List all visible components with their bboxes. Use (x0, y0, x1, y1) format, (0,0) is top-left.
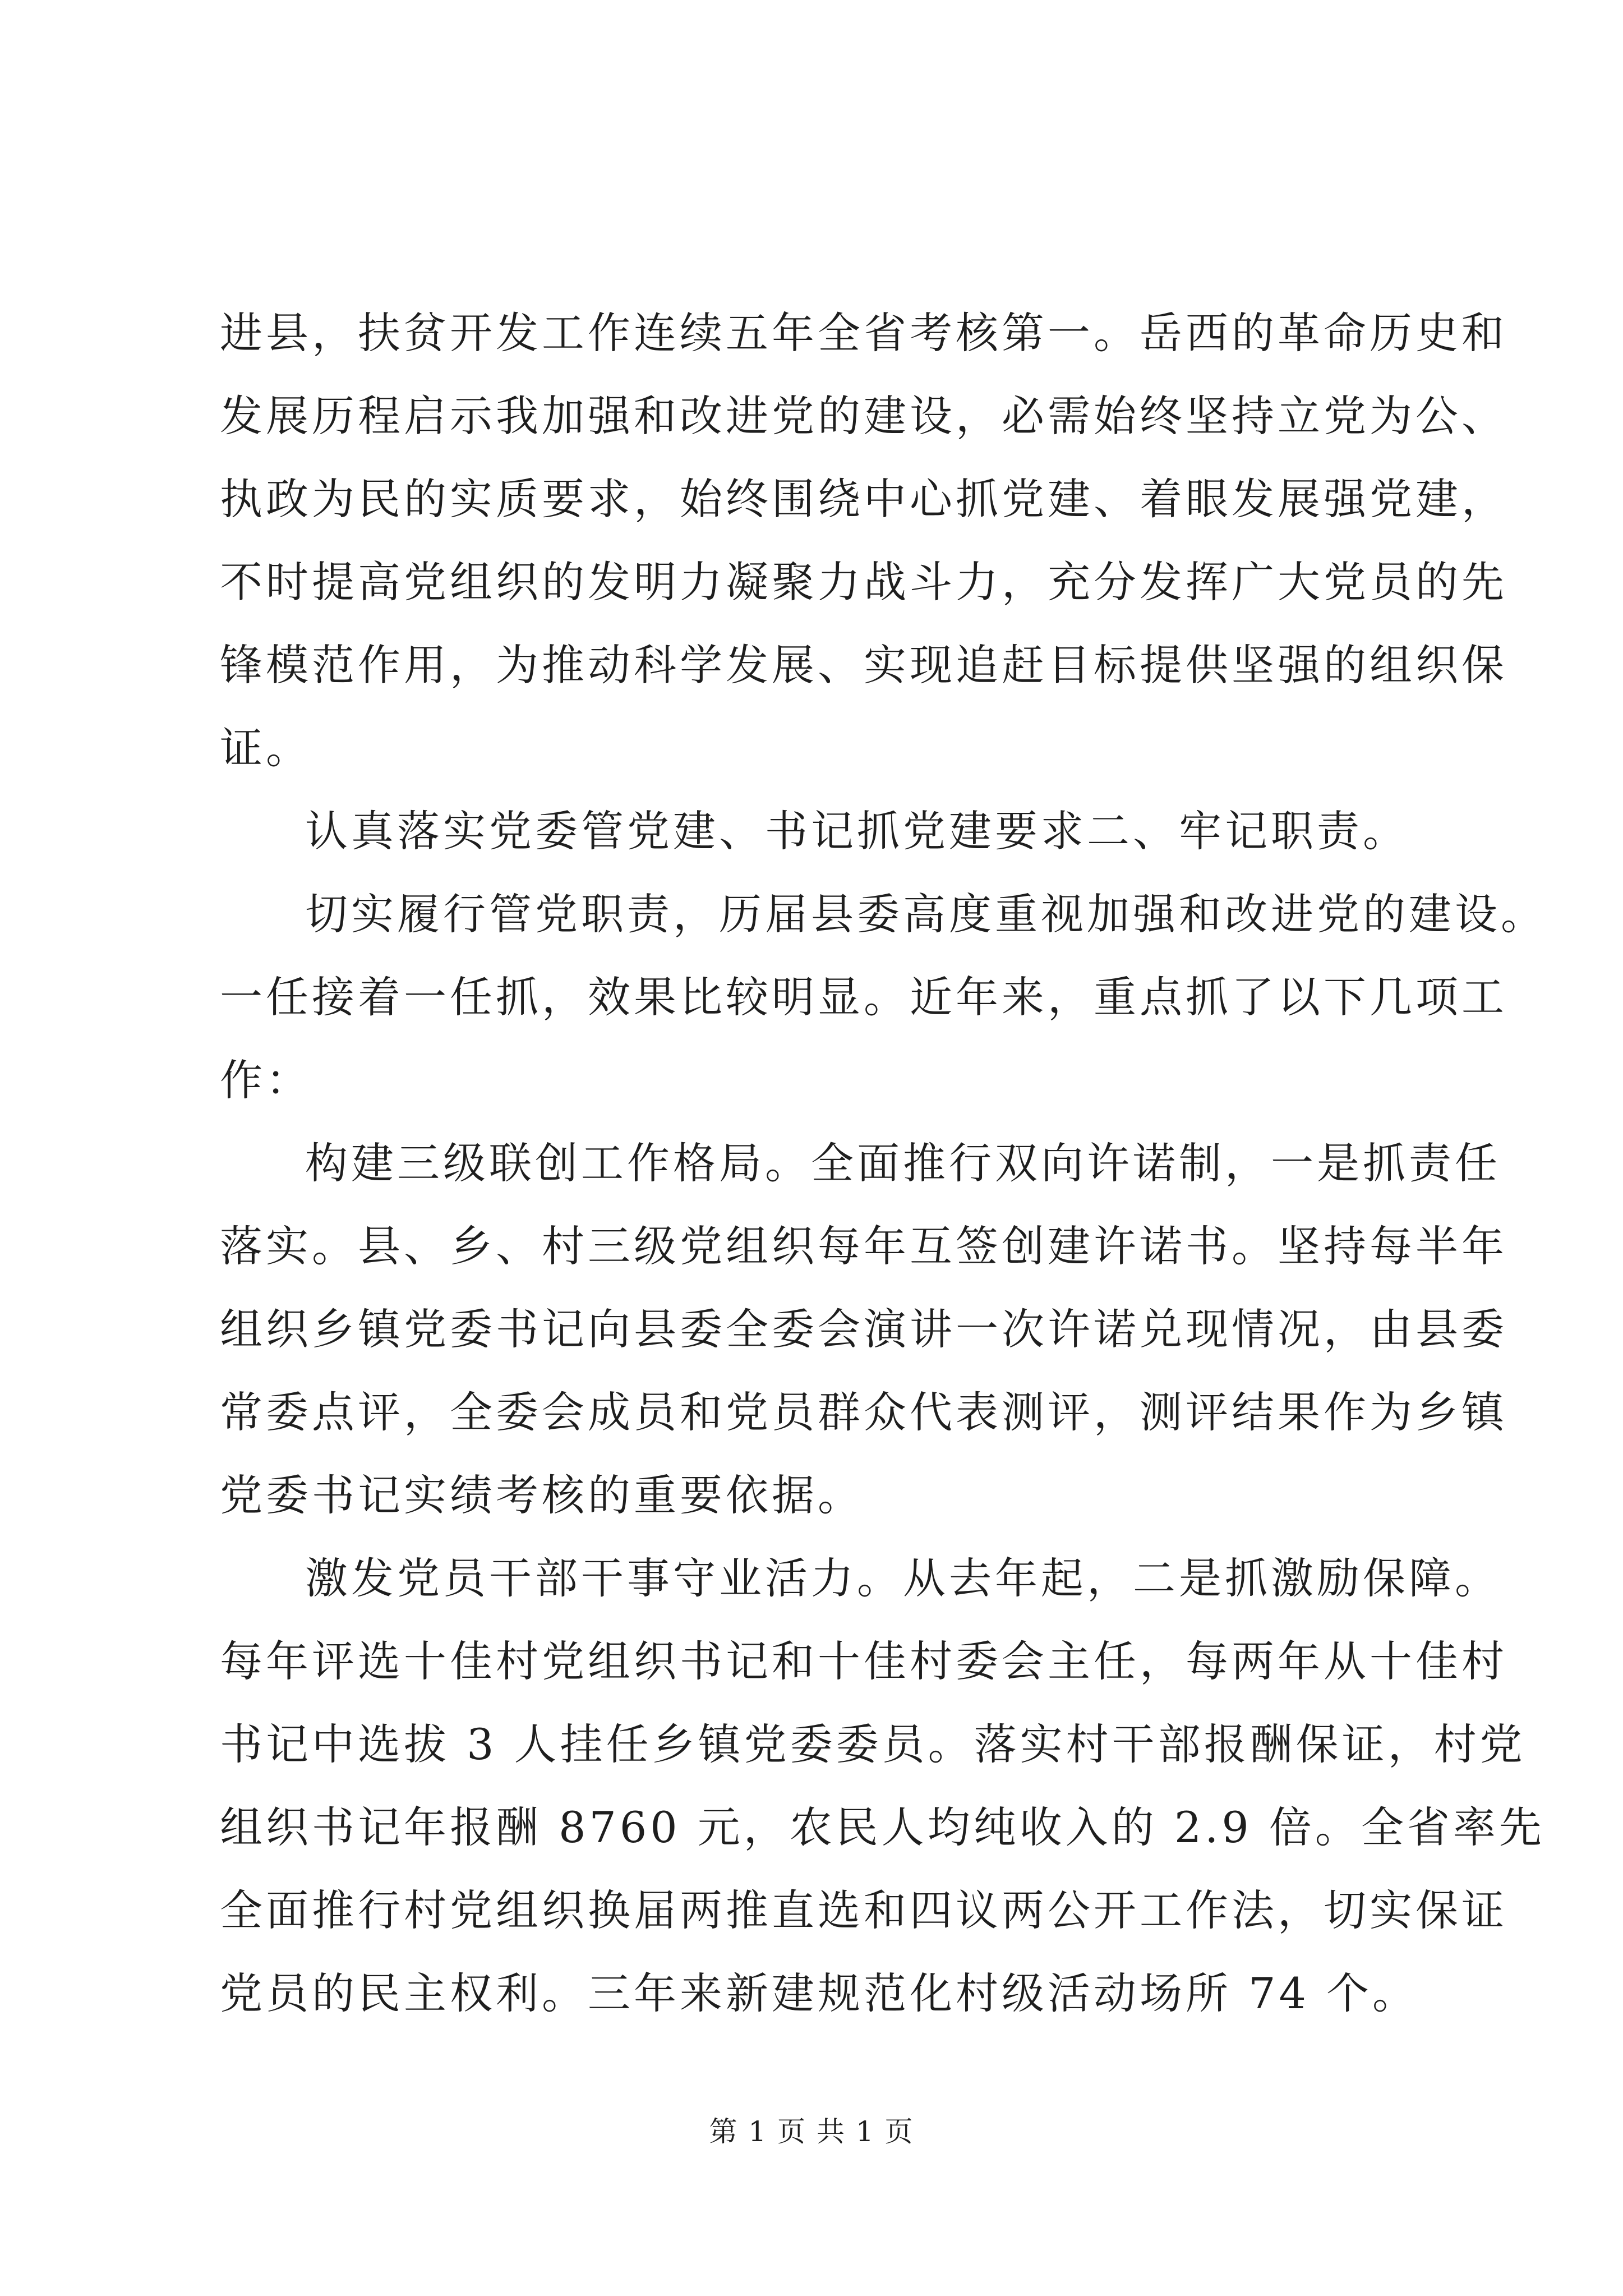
text-line: 发展历程启示我加强和改进党的建设，必需始终坚持立党为公、 (220, 391, 1507, 441)
page-footer: 第 1 页 共 1 页 (709, 2115, 914, 2148)
text-line: 党员的民主权利。三年来新建规范化村级活动场所 74 个。 (220, 1968, 1419, 2018)
text-line: 全面推行村党组织换届两推直选和四议两公开工作法，切实保证 (220, 1885, 1507, 1935)
text-line: 证。 (220, 723, 312, 773)
paragraph-heading: 认真落实党委管党建、书记抓党建要求二、牢记职责。 (305, 806, 1409, 856)
text-line: 落实。县、乡、村三级党组织每年互签创建许诺书。坚持每半年 (220, 1221, 1507, 1271)
text-line: 进县，扶贫开发工作连续五年全省考核第一。岳西的革命历史和 (220, 308, 1507, 358)
text-line: 组织乡镇党委书记向县委全委会演讲一次许诺兑现情况，由县委 (220, 1304, 1507, 1354)
text-line: 不时提高党组织的发明力凝聚力战斗力，充分发挥广大党员的先 (220, 557, 1507, 607)
text-line: 构建三级联创工作格局。全面推行双向许诺制，一是抓责任 (305, 1138, 1501, 1188)
text-line: 党委书记实绩考核的重要依据。 (220, 1470, 864, 1520)
text-line: 激发党员干部干事守业活力。从去年起，二是抓激励保障。 (305, 1553, 1501, 1603)
text-line: 锋模范作用，为推动科学发展、实现追赶目标提供坚强的组织保 (220, 640, 1507, 690)
text-line: 组织书记年报酬 8760 元，农民人均纯收入的 2.9 倍。全省率先 (220, 1802, 1545, 1852)
text-line: 每年评选十佳村党组织书记和十佳村委会主任，每两年从十佳村 (220, 1636, 1507, 1686)
body-text (220, 292, 1547, 2035)
text-line: 作： (220, 1055, 312, 1105)
text-line: 常委点评，全委会成员和党员群众代表测评，测评结果作为乡镇 (220, 1387, 1507, 1437)
text-line: 书记中选拔 3 人挂任乡镇党委委员。落实村干部报酬保证，村党 (220, 1719, 1526, 1769)
text-line: 执政为民的实质要求，始终围绕中心抓党建、着眼发展强党建， (220, 474, 1507, 524)
text-line: 一任接着一任抓，效果比较明显。近年来，重点抓了以下几项工 (220, 972, 1507, 1022)
text-line: 切实履行管党职责，历届县委高度重视加强和改进党的建设。 (305, 889, 1547, 939)
